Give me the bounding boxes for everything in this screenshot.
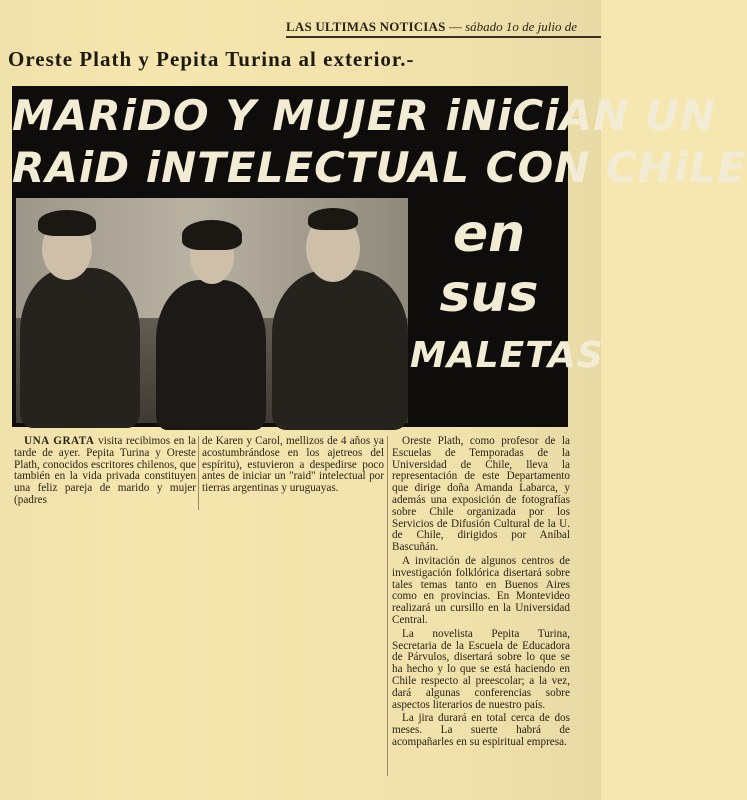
column-divider-1 <box>198 436 199 510</box>
article-paragraph: de Karen y Carol, mellizos de 4 años ya acostumbrándose en los ajetreos del espíritu), estuvieron a despedirse poco antes de iniciar un "raid" intelectual por tierras argentinas y uruguayas. <box>202 435 384 495</box>
photo-hair-middle <box>182 220 242 250</box>
masthead-separator: — <box>448 19 462 34</box>
banner <box>12 86 747 427</box>
article-column-3 <box>392 436 570 751</box>
photo-figure-middle <box>156 280 266 430</box>
banner-title <box>12 90 747 194</box>
photo-figure-right <box>272 270 408 430</box>
banner-side-sus: sus <box>439 264 539 324</box>
photo-hair-left <box>38 210 96 236</box>
photo-couple-and-man <box>16 198 408 423</box>
photo-hair-right <box>308 208 358 230</box>
article-paragraph: A invitación de algunos centros de investigación folklórica disertará sobre tales temas tanto en Buenos Aires como en provincias. En Montevideo realizará un cursillo en la Universidad Central. <box>392 554 570 626</box>
banner-side-maletas: MALETAS <box>410 335 604 376</box>
article-paragraph <box>14 436 196 507</box>
article-paragraph: La jira durará en total cerca de dos meses. La suerte habrá de acompañarles en su espiritual empresa. <box>392 712 570 748</box>
newspaper-name: LAS ULTIMAS NOTICIAS <box>286 19 446 34</box>
photo-figure-left <box>20 268 140 428</box>
article-text: visita recibimos en la tarde de ayer. Pepita Turina y Oreste Plath, conocidos escritores chilenos, que también en la vida privada constituyen una feliz pareja de marido y mujer (padres <box>14 435 196 506</box>
article-lead: UNA GRATA <box>24 435 95 447</box>
article-column-2 <box>202 436 384 497</box>
article-paragraph: Oreste Plath, como profesor de la Escuelas de Temporadas de la Universidad de Chile, lleva la representación de este Departamento que dirige doña Amanda Labarca, y además una exposición de fotografías sobre Chile organizada por los Servicios de Difusión Cultural de la U. de Chile, dirigidos por Aníbal Bascuñán. <box>392 435 570 554</box>
masthead-date: sábado 1o de julio de <box>465 19 578 34</box>
headline: Oreste Plath y Pepita Turina al exterior.- <box>8 47 415 71</box>
banner-side-text <box>410 198 604 423</box>
masthead <box>286 18 601 38</box>
banner-side-en: en <box>452 204 526 264</box>
banner-title-line1: MARiDO Y MUJER iNiCiAN UN <box>12 91 717 140</box>
article-paragraph: La novelista Pepita Turina, Secretaria de la Escuela de Educadora de Párvulos, disertará sobre lo que se ha hecho y lo que se está haciendo en Chile respecto al preescolar; a la vez, dará algunas conferencias sobre aspectos literarios de nuestro país. <box>392 627 570 711</box>
column-divider-2 <box>387 436 388 776</box>
banner-title-line2: RAiD iNTELECTUAL CON CHiLE <box>12 143 747 192</box>
article-column-1 <box>14 436 196 509</box>
